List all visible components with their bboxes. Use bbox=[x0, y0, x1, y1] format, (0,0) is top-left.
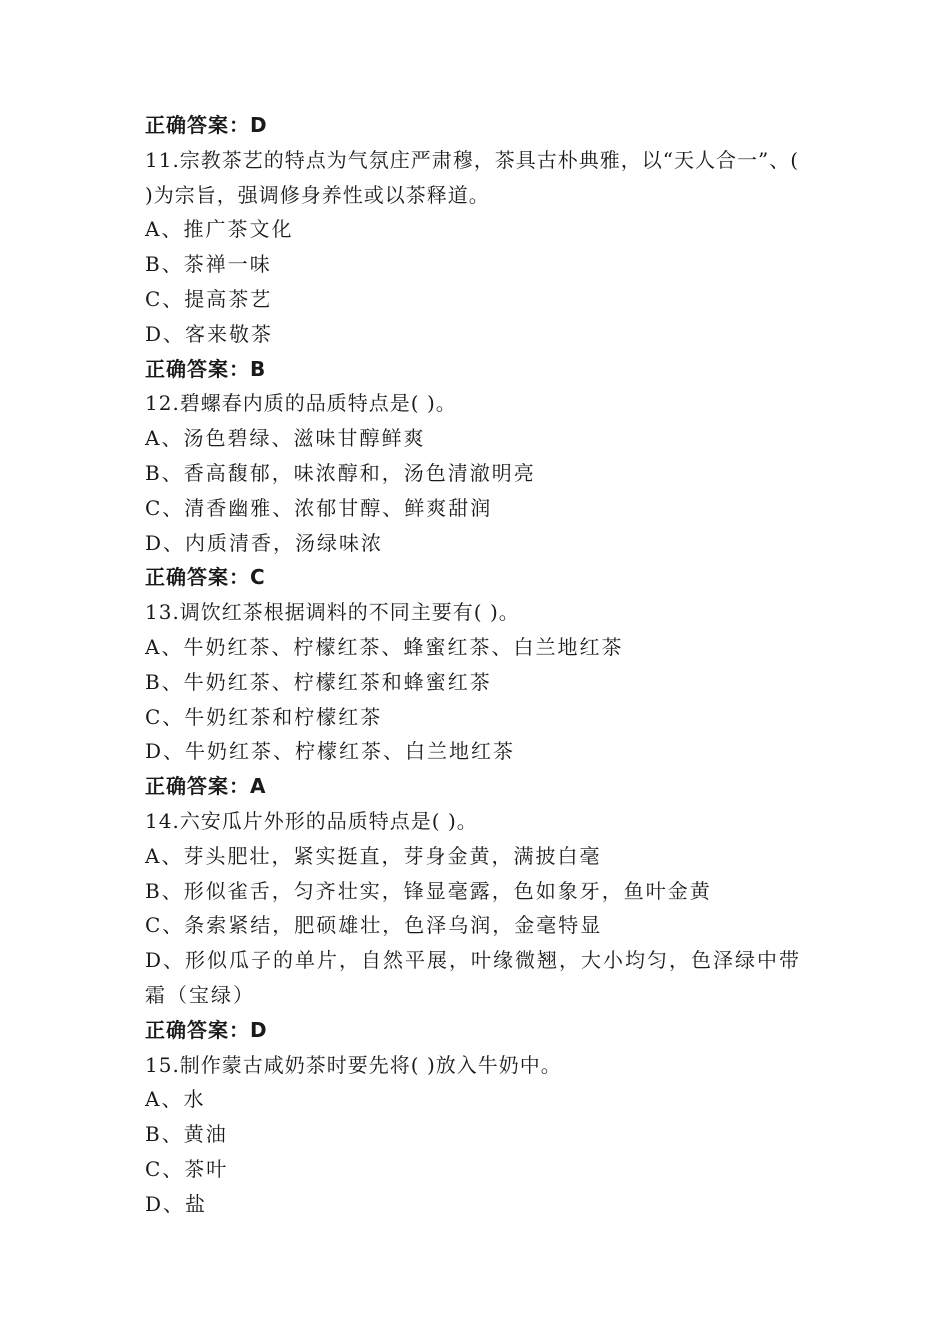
option-a: A、牛奶红茶、柠檬红茶、蜂蜜红茶、白兰地红茶 bbox=[145, 634, 624, 659]
option-c: C、提高茶艺 bbox=[145, 286, 273, 311]
option-d: D、盐 bbox=[145, 1191, 208, 1216]
option-c: C、牛奶红茶和柠檬红茶 bbox=[145, 704, 383, 729]
question-text: 11.宗教茶艺的特点为气氛庄严肃穆，茶具古朴典雅，以“天人合一”、( )为宗旨，强调修身养性或以茶释道。 bbox=[145, 147, 800, 207]
option-d: D、牛奶红茶、柠檬红茶、白兰地红茶 bbox=[145, 739, 516, 764]
answer-line: 正确答案：B bbox=[145, 356, 267, 381]
option-c: C、茶叶 bbox=[145, 1156, 229, 1181]
option-c: C、清香幽雅、浓郁甘醇、鲜爽甜润 bbox=[145, 495, 493, 520]
answer-line: 正确答案：C bbox=[145, 565, 266, 590]
option-b: B、香高馥郁，味浓醇和，汤色清澈明亮 bbox=[145, 460, 536, 485]
document-page bbox=[145, 108, 815, 1222]
option-a: A、水 bbox=[145, 1087, 206, 1112]
question-text: 14.六安瓜片外形的品质特点是( )。 bbox=[145, 808, 478, 833]
option-d: D、形似瓜子的单片，自然平展，叶缘微翘，大小均匀，色泽绿中带霜（宝绿） bbox=[145, 948, 802, 1007]
option-a: A、汤色碧绿、滋味甘醇鲜爽 bbox=[145, 426, 426, 451]
option-d: D、内质清香，汤绿味浓 bbox=[145, 530, 384, 555]
answer-line: 正确答案：D bbox=[145, 1017, 268, 1042]
answer-line: 正确答案：D bbox=[145, 113, 268, 137]
option-b: B、牛奶红茶、柠檬红茶和蜂蜜红茶 bbox=[145, 669, 492, 694]
option-a: A、芽头肥壮，紧实挺直，芽身金黄，满披白毫 bbox=[145, 843, 602, 868]
question-text: 13.调饮红茶根据调料的不同主要有( )。 bbox=[145, 600, 520, 625]
answer-line: 正确答案：A bbox=[145, 774, 267, 799]
question-text: 15.制作蒙古咸奶茶时要先将( )放入牛奶中。 bbox=[145, 1052, 562, 1077]
option-c: C、条索紧结，肥硕雄壮，色泽乌润，金毫特显 bbox=[145, 913, 603, 938]
option-b: B、黄油 bbox=[145, 1122, 228, 1147]
option-d: D、客来敬茶 bbox=[145, 321, 274, 346]
question-text: 12.碧螺春内质的品质特点是( )。 bbox=[145, 391, 457, 416]
option-a: A、推广茶文化 bbox=[145, 217, 294, 242]
option-b: B、形似雀舌，匀齐壮实，锋显毫露，色如象牙，鱼叶金黄 bbox=[145, 878, 712, 903]
option-b: B、茶禅一味 bbox=[145, 252, 272, 277]
